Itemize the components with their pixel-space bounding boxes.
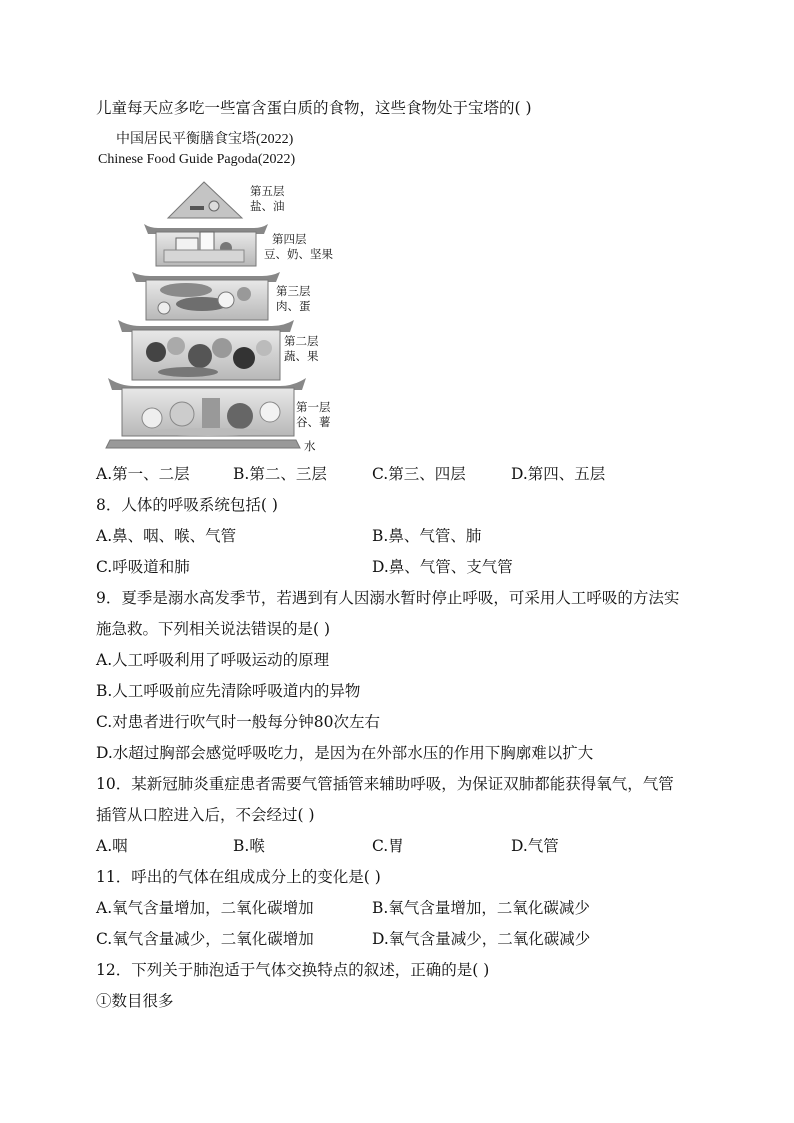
q11-stem: 11．呼出的气体在组成成分上的变化是( ) xyxy=(96,868,381,886)
q11-option-c[interactable]: C.氧气含量减少，二氧化碳增加 xyxy=(96,930,314,948)
layer-5-foods: 盐、油 xyxy=(250,199,285,213)
q10-stem-line-2: 插管从口腔进入后，不会经过( ) xyxy=(96,806,315,824)
q9-stem-line-1: 9．夏季是溺水高发季节，若遇到有人因溺水暂时停止呼吸，可采用人工呼吸的方法实 xyxy=(96,589,680,607)
q7-option-c[interactable]: C.第三、四层 xyxy=(372,465,466,483)
q8-stem: 8．人体的呼吸系统包括( ) xyxy=(96,496,278,514)
layer-5-label xyxy=(250,184,285,214)
q11-option-b[interactable]: B.氧气含量增加，二氧化碳减少 xyxy=(372,899,590,917)
figure-title-cn: 中国居民平衡膳食宝塔(2022) xyxy=(116,132,294,147)
water-label: 水 xyxy=(304,439,316,453)
q10-option-b[interactable]: B.喉 xyxy=(233,837,265,855)
q10-stem-line-1: 10．某新冠肺炎重症患者需要气管插管来辅助呼吸，为保证双肺都能获得氧气，气管 xyxy=(96,775,674,793)
q8-option-d[interactable]: D.鼻、气管、支气管 xyxy=(372,558,513,576)
layer-1-foods: 谷、薯 xyxy=(296,415,331,429)
pagoda-water-base xyxy=(106,440,300,448)
layer-4-foods: 豆、奶、坚果 xyxy=(264,247,333,261)
layer-3-foods: 肉、蛋 xyxy=(276,299,311,313)
q11-option-d[interactable]: D.氧气含量减少，二氧化碳减少 xyxy=(372,930,591,948)
pagoda-layer-1 xyxy=(108,378,306,436)
layer-1-label xyxy=(296,400,331,430)
pagoda-layer-3 xyxy=(132,272,280,320)
layer-1-name: 第一层 xyxy=(296,400,331,414)
layer-3-name: 第三层 xyxy=(276,284,311,298)
q10-option-c[interactable]: C.胃 xyxy=(372,837,404,855)
q9-option-b[interactable]: B.人工呼吸前应先清除呼吸道内的异物 xyxy=(96,682,361,700)
q11-option-a[interactable]: A.氧气含量增加，二氧化碳增加 xyxy=(96,899,314,917)
q7-option-a[interactable]: A.第一、二层 xyxy=(96,465,190,483)
q7-stem: 儿童每天应多吃一些富含蛋白质的食物，这些食物处于宝塔的( ) xyxy=(96,99,532,117)
q8-option-a[interactable]: A.鼻、咽、喉、气管 xyxy=(96,527,237,545)
q9-option-c[interactable]: C.对患者进行吹气时一般每分钟80次左右 xyxy=(96,713,380,731)
layer-2-foods: 蔬、果 xyxy=(284,349,319,363)
layer-3-label xyxy=(276,284,311,314)
layer-2-name: 第二层 xyxy=(284,334,319,348)
q10-option-a[interactable]: A.咽 xyxy=(96,837,128,855)
pagoda-layer-4 xyxy=(144,224,268,266)
q9-stem-line-2: 施急救。下列相关说法错误的是( ) xyxy=(96,620,331,638)
layer-5-name: 第五层 xyxy=(250,184,285,198)
q9-option-d[interactable]: D.水超过胸部会感觉呼吸吃力，是因为在外部水压的作用下胸廓难以扩大 xyxy=(96,744,594,762)
pagoda-layer-5 xyxy=(168,182,242,218)
q8-option-b[interactable]: B.鼻、气管、肺 xyxy=(372,527,482,545)
q7-option-d[interactable]: D.第四、五层 xyxy=(511,465,606,483)
q12-item-1: ①数目很多 xyxy=(96,992,174,1010)
pagoda-layer-2 xyxy=(118,320,294,380)
layer-2-label xyxy=(284,334,319,364)
layer-4-label xyxy=(264,232,333,262)
q12-stem: 12．下列关于肺泡适于气体交换特点的叙述，正确的是( ) xyxy=(96,961,490,979)
layer-4-name: 第四层 xyxy=(272,232,307,246)
figure-title-en: Chinese Food Guide Pagoda(2022) xyxy=(98,152,296,167)
q7-option-b[interactable]: B.第二、三层 xyxy=(233,465,327,483)
q10-option-d[interactable]: D.气管 xyxy=(511,837,559,855)
q8-option-c[interactable]: C.呼吸道和肺 xyxy=(96,558,190,576)
q9-option-a[interactable]: A.人工呼吸利用了呼吸运动的原理 xyxy=(96,651,330,669)
